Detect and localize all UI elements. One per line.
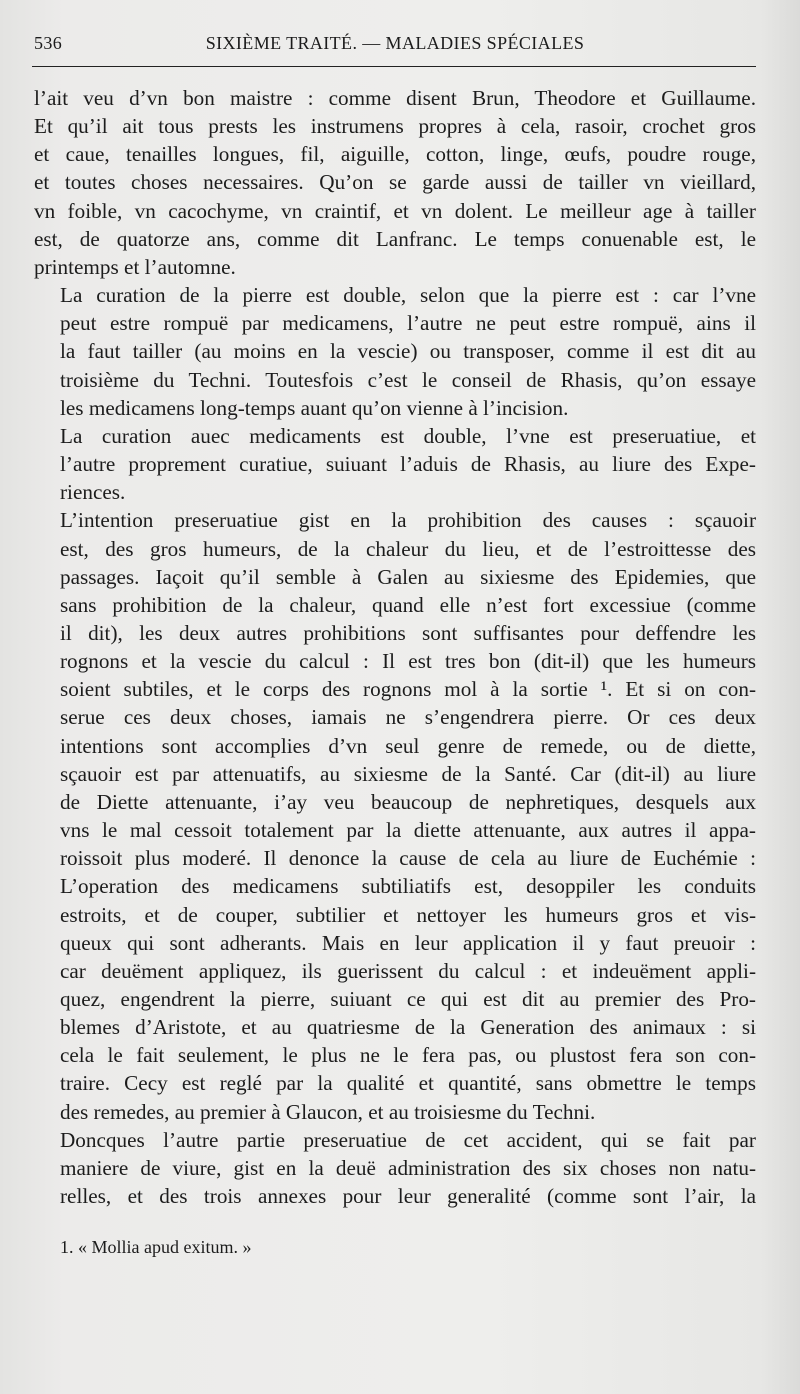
paragraph: [34, 84, 756, 281]
running-head: [34, 33, 756, 57]
paragraph: [34, 281, 756, 422]
text-line: roissoit plus moderé. Il denonce la cause de cela au liure de Euchémie :: [60, 846, 756, 871]
text-line: des remedes, au premier à Glaucon, et au troisiesme du Techni.: [60, 1099, 596, 1124]
text-line: printemps et l’automne.: [34, 254, 236, 279]
text-line: et caue, tenailles longues, fil, aiguille, cotton, linge, œufs, poudre rouge,: [34, 142, 756, 167]
running-title: SIXIÈME TRAITÉ. — MALADIES SPÉCIALES: [205, 33, 585, 53]
page-number: 536: [34, 33, 63, 53]
text-line: quez, engendrent la pierre, suiuant ce qui est dit au premier des Pro-: [60, 987, 756, 1011]
text-line: passages. Iaçoit qu’il semble à Galen au sixiesme des Epidemies, que: [60, 564, 756, 589]
text-line: Et qu’il ait tous prests les instrumens propres à cela, rasoir, crochet gros: [34, 114, 756, 139]
text-line: riences.: [60, 480, 126, 505]
text-line: est, de quatorze ans, comme dit Lanfranc. Le temps conuenable est, le: [34, 226, 756, 251]
text-line: est, des gros humeurs, de la chaleur du lieu, et de l’estroittesse des: [60, 536, 756, 561]
text-line: serue ces deux choses, iamais ne s’engendrera pierre. Or ces deux: [60, 705, 756, 730]
text-line: sçauoir est par attenuatifs, au sixiesme de la Santé. Car (dit-il) au liure: [60, 761, 756, 786]
text-line: queux qui sont adherants. Mais en leur application il y faut preuoir :: [60, 930, 756, 955]
text-line: Doncques l’autre partie preseruatiue de cet accident, qui se fait par: [60, 1127, 756, 1152]
text-line: peut estre rompuë par medicamens, l’autre ne peut estre rompuë, ains il: [60, 311, 756, 336]
text-line: intentions sont accomplies d’vn seul genre de remede, ou de diette,: [60, 733, 756, 758]
header-rule: [32, 66, 756, 67]
text-line: La curation de la pierre est double, selon que la pierre est : car l’vne: [60, 283, 756, 308]
text-line: soient subtiles, et le corps des rognons mol à la sortie ¹. Et si on con-: [60, 677, 756, 702]
text-line: relles, et des trois annexes pour leur generalité (comme sont l’air, la: [60, 1184, 756, 1209]
paragraph: [34, 506, 756, 1125]
text-line: de Diette attenuante, i’ay veu beaucoup de nephretiques, desquels aux: [60, 789, 756, 814]
text-line: La curation auec medicaments est double, l’vne est preseruatiue, et: [60, 423, 756, 448]
footnote: 1. « Mollia apud exitum. »: [60, 1237, 252, 1257]
text-line: la faut tailler (au moins en la vescie) ou transposer, comme il est dit au: [60, 339, 756, 364]
text-line: troisième du Techni. Toutesfois c’est le conseil de Rhasis, qu’on essaye: [60, 367, 756, 392]
text-line: et toutes choses necessaires. Qu’on se garde aussi de tailler vn vieillard,: [34, 170, 756, 195]
text-line: cela le fait seulement, le plus ne le fera pas, ou plustost fera son con-: [60, 1043, 756, 1068]
text-line: L’operation des medicamens subtiliatifs est, desoppiler les conduits: [60, 874, 756, 899]
paragraph: [34, 1126, 756, 1210]
text-line: l’ait veu d’vn bon maistre : comme disent Brun, Theodore et Guillaume.: [34, 86, 756, 110]
text-line: l’autre proprement curatiue, suiuant l’aduis de Rhasis, au liure des Expe-: [60, 452, 756, 477]
text-line: rognons et la vescie du calcul : Il est tres bon (dit-il) que les humeurs: [60, 649, 756, 674]
paragraph: [34, 422, 756, 506]
text-line: il dit), les deux autres prohibitions sont suffisantes pour deffendre les: [60, 620, 756, 645]
text-line: estroits, et de couper, subtilier et nettoyer les humeurs gros et vis-: [60, 902, 756, 927]
page-edge-shadow: [760, 0, 800, 1394]
text-line: maniere de viure, gist en la deuë administration des six choses non natu-: [60, 1155, 756, 1180]
text-line: sans prohibition de la chaleur, quand elle n’est fort excessiue (comme: [60, 592, 756, 617]
text-line: car deuëment appliquez, ils guerissent du calcul : et indeuëment appli-: [60, 958, 756, 983]
text-line: L’intention preseruatiue gist en la prohibition des causes : sçauoir: [60, 508, 756, 533]
text-line: vn foible, vn cacochyme, vn craintif, et vn dolent. Le meilleur age à tailler: [34, 198, 756, 223]
body-text: [34, 84, 756, 1210]
text-line: vns le mal cessoit totalement par la diette attenuante, aux autres il appa-: [60, 818, 756, 843]
text-line: blemes d’Aristote, et au quatriesme de la Generation des animaux : si: [60, 1015, 756, 1040]
text-line: traire. Cecy est reglé par la qualité et quantité, sans obmettre le temps: [60, 1071, 756, 1096]
text-line: les medicamens long-temps auant qu’on vienne à l’incision.: [60, 395, 569, 420]
